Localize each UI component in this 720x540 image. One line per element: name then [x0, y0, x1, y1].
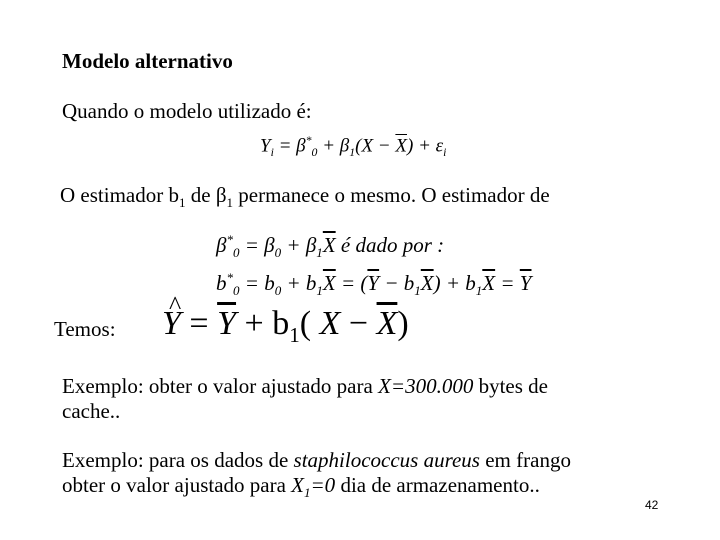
example-2: Exemplo: para os dados de staphilococcus aureus em frango obter o valor ajustado para $X_1=0$ dia de armazenamento..: [62, 448, 571, 501]
fitted-equation: ^ $Y = \overline{Y} + b_1$( $X - \overline{X}$): [162, 305, 409, 348]
beta0-equation: $\beta^*_0 = \beta_0 + \beta_1\overline{X}$ é dado por :: [216, 232, 445, 261]
estimator-text: O estimador $b_1$ de $\beta_1$ permanece o mesmo. O estimador de: [60, 183, 550, 211]
example-1: Exemplo: obter o valor ajustado para X=300.000 bytes de cache..: [62, 374, 548, 423]
model-equation: $Y_i = \beta^*_0 + \beta_1(X - \overline{X}) + \varepsilon_i$: [260, 134, 447, 160]
slide-title: Modelo alternativo: [62, 49, 233, 73]
intro-text: Quando o modelo utilizado é:: [62, 99, 312, 123]
b0-equation: $b^*_0 = b_0 + b_1\overline{X} = (\overline{Y} - b_1\overline{X}) + b_1\overline{X} = \overline{Y}$: [216, 270, 532, 299]
page-number: 42: [645, 498, 659, 512]
temos-label: Temos:: [54, 317, 116, 341]
